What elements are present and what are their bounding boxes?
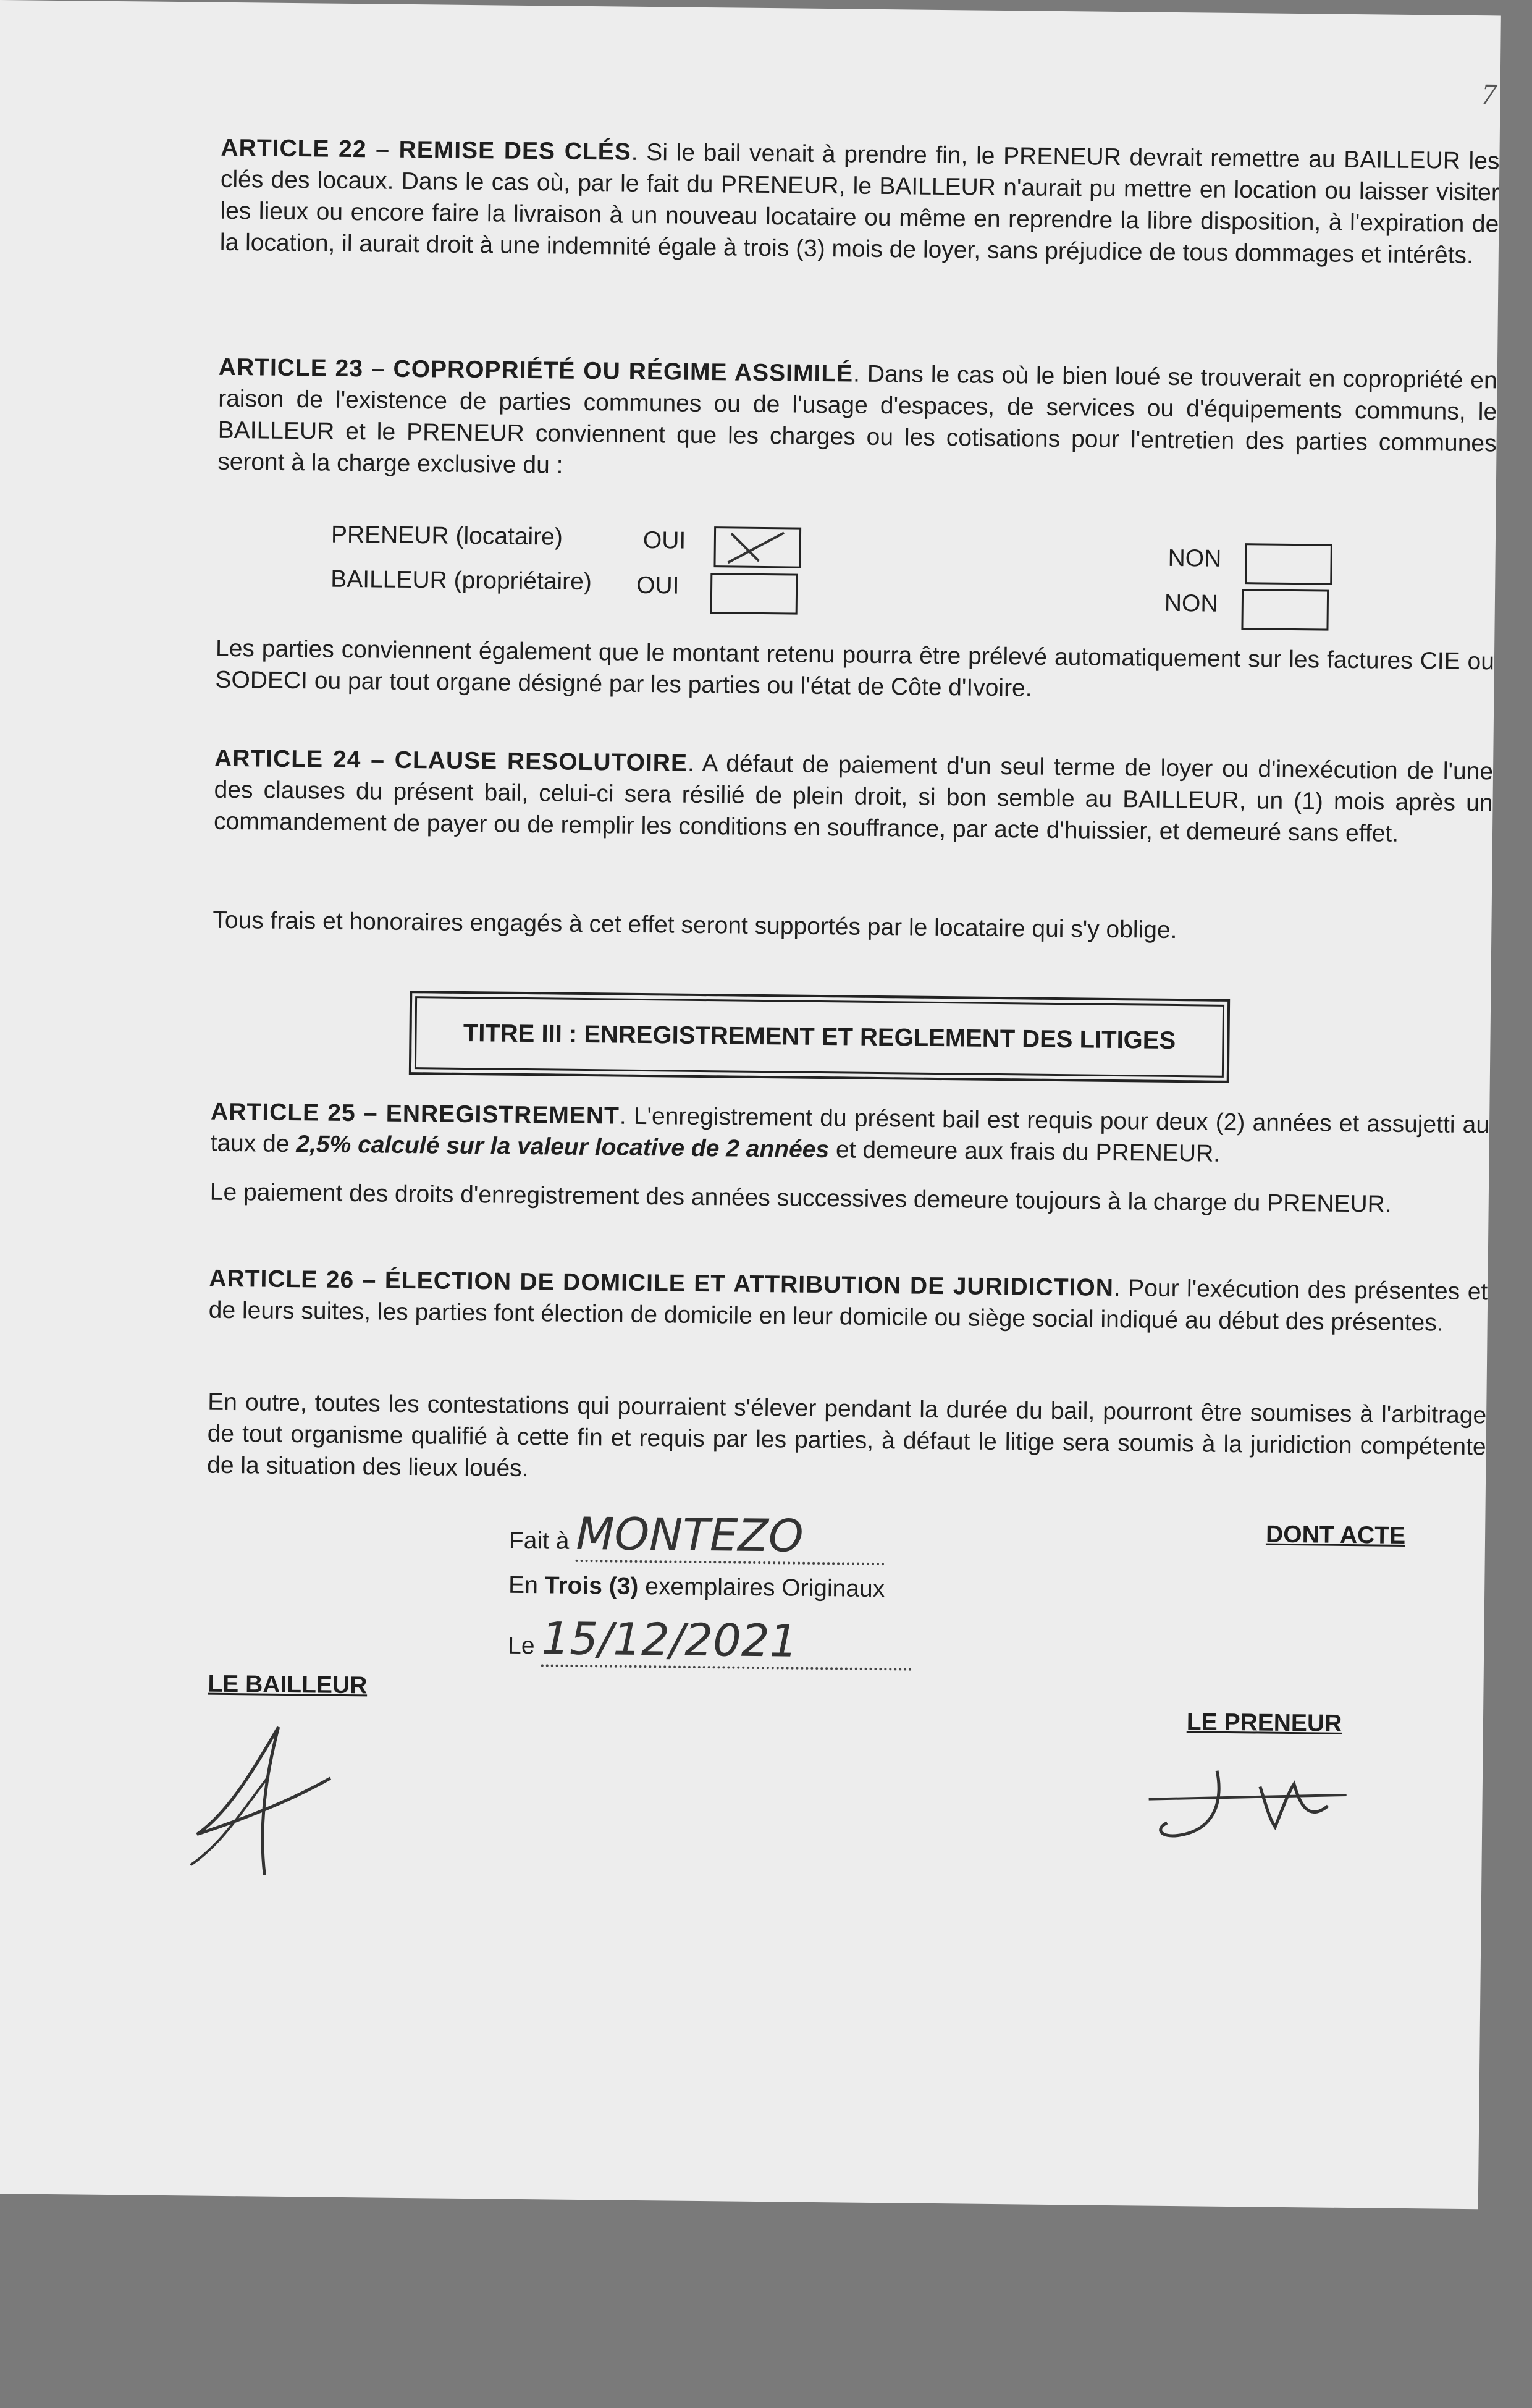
article-26-body: . Pour l'exécution des présentes et de leurs suites, les parties font élection de domicile en leur domicile ou siège social indiqué au début des présentes. bbox=[208, 1274, 1488, 1337]
exemplaires-pre: En bbox=[508, 1571, 545, 1599]
article-25 bbox=[210, 1096, 1489, 1173]
dont-acte: DONT ACTE bbox=[1265, 1521, 1406, 1549]
article-22-heading: ARTICLE 22 – REMISE DES CLÉS bbox=[221, 134, 631, 166]
article-23 bbox=[217, 352, 1497, 491]
titre-iii-heading: TITRE III : ENREGISTREMENT ET REGLEMENT DES LITIGES bbox=[409, 991, 1230, 1083]
article-25-note: Le paiement des droits d'enregistrement des années successives demeure toujours à la charge du PRENEUR. bbox=[209, 1178, 1392, 1218]
preneur-non-checkbox[interactable] bbox=[1245, 543, 1332, 585]
preneur-mark-text: X bbox=[768, 552, 773, 559]
exemplaires-count: Trois (3) bbox=[544, 1572, 639, 1600]
preneur-choice-label: PRENEUR (locataire) bbox=[330, 521, 563, 551]
article-26 bbox=[209, 1263, 1488, 1340]
preneur-signature-label: LE PRENEUR bbox=[1186, 1709, 1342, 1737]
date-label: Le bbox=[507, 1632, 535, 1660]
page-number: 7 bbox=[1481, 78, 1497, 111]
bailleur-non-checkbox[interactable] bbox=[1241, 589, 1329, 630]
article-25-body-b: et demeure aux frais du PRENEUR. bbox=[828, 1136, 1221, 1167]
bailleur-oui-checkbox[interactable] bbox=[710, 573, 798, 614]
article-22 bbox=[220, 132, 1500, 272]
article-23-body: . Dans le cas où le bien loué se trouverait en copropriété en raison de l'existence de parties communes ou de l'usage d'espaces, de services ou d'équipements communs, le BAILLEUR et le PRENEUR conviennent que les charges ou les cotisations pour l'entretien des parties communes seront à la charge exclusive du : bbox=[217, 360, 1497, 479]
article-24-note: Tous frais et honoraires engagés à cet effet seront supportés par le locataire qui s'y oblige. bbox=[213, 906, 1177, 944]
bailleur-oui-label: OUI bbox=[636, 572, 680, 599]
check-mark-icon bbox=[715, 528, 799, 566]
article-23-note: Les parties conviennent également que le montant retenu pourra être prélevé automatiquement sur les factures CIE ou SODECI ou par tout organe désigné par les parties ou l'état de Côte d'Ivoire. bbox=[215, 635, 1495, 702]
bailleur-non-label: NON bbox=[1164, 589, 1218, 617]
fait-a-value: MONTEZO bbox=[576, 1507, 804, 1562]
date-line bbox=[508, 1612, 912, 1671]
article-23-heading: ARTICLE 23 – COPROPRIÉTÉ OU RÉGIME ASSIMILÉ bbox=[218, 353, 854, 387]
preneur-oui-label: OUI bbox=[642, 526, 686, 554]
article-24-body: . A défaut de paiement d'un seul terme de loyer ou d'inexécution de l'une des clauses du présent bail, celui-ci sera résilié de plein droit, si bon semble au BAILLEUR, un (1) mois après un commandement de payer ou de remplir les conditions en souffrance, par acte d'huissier, et demeuré sans effet. bbox=[213, 750, 1494, 847]
bailleur-signature-label: LE BAILLEUR bbox=[208, 1670, 368, 1699]
preneur-non-label: NON bbox=[1168, 544, 1222, 572]
exemplaires-line bbox=[508, 1572, 885, 1603]
date-value: 15/12/2021 bbox=[541, 1612, 798, 1667]
article-26-note: En outre, toutes les contestations qui pourraient s'élever pendant la durée du bail, pourront être soumises à l'arbitrage de tout organisme qualifié à cette fin et requis par les parties, à défaut le litige sera soumis à la juridiction compétente de la situation des lieux loués. bbox=[206, 1388, 1487, 1482]
fait-a-line bbox=[509, 1507, 885, 1565]
preneur-oui-checkbox[interactable] bbox=[713, 526, 801, 568]
bailleur-signature-icon bbox=[178, 1720, 353, 1882]
article-25-rate: 2,5% calculé sur la valeur locative de 2 années bbox=[296, 1131, 830, 1164]
article-24-heading: ARTICLE 24 – CLAUSE RESOLUTOIRE bbox=[214, 745, 688, 777]
bailleur-choice-label: BAILLEUR (propriétaire) bbox=[330, 565, 592, 596]
article-22-body: . Si le bail venait à prendre fin, le PRENEUR devrait remettre au BAILLEUR les clés des locaux. Dans le cas où, par le fait du PRENEUR, le BAILLEUR n'aurait pu mettre en location ou laisser visiter les lieux ou encore faire la livraison à un nouveau locataire ou même en reprendre la libre disposition, à l'expiration de la location, il aurait droit à une indemnité égale à trois (3) mois de loyer, sans préjudice de tous dommages et intérêts. bbox=[219, 138, 1500, 269]
article-24 bbox=[214, 743, 1493, 851]
article-25-body-a: . L'enregistrement du présent bail est requis pour deux (2) années et assujetti au taux de bbox=[210, 1102, 1490, 1158]
article-26-heading: ARTICLE 26 – ÉLECTION DE DOMICILE ET ATTRIBUTION DE JURIDICTION bbox=[209, 1265, 1114, 1301]
exemplaires-post: exemplaires Originaux bbox=[638, 1573, 885, 1603]
preneur-signature-icon bbox=[1142, 1761, 1365, 1850]
article-25-heading: ARTICLE 25 – ENREGISTREMENT bbox=[210, 1098, 620, 1130]
fait-a-label: Fait à bbox=[508, 1527, 570, 1555]
